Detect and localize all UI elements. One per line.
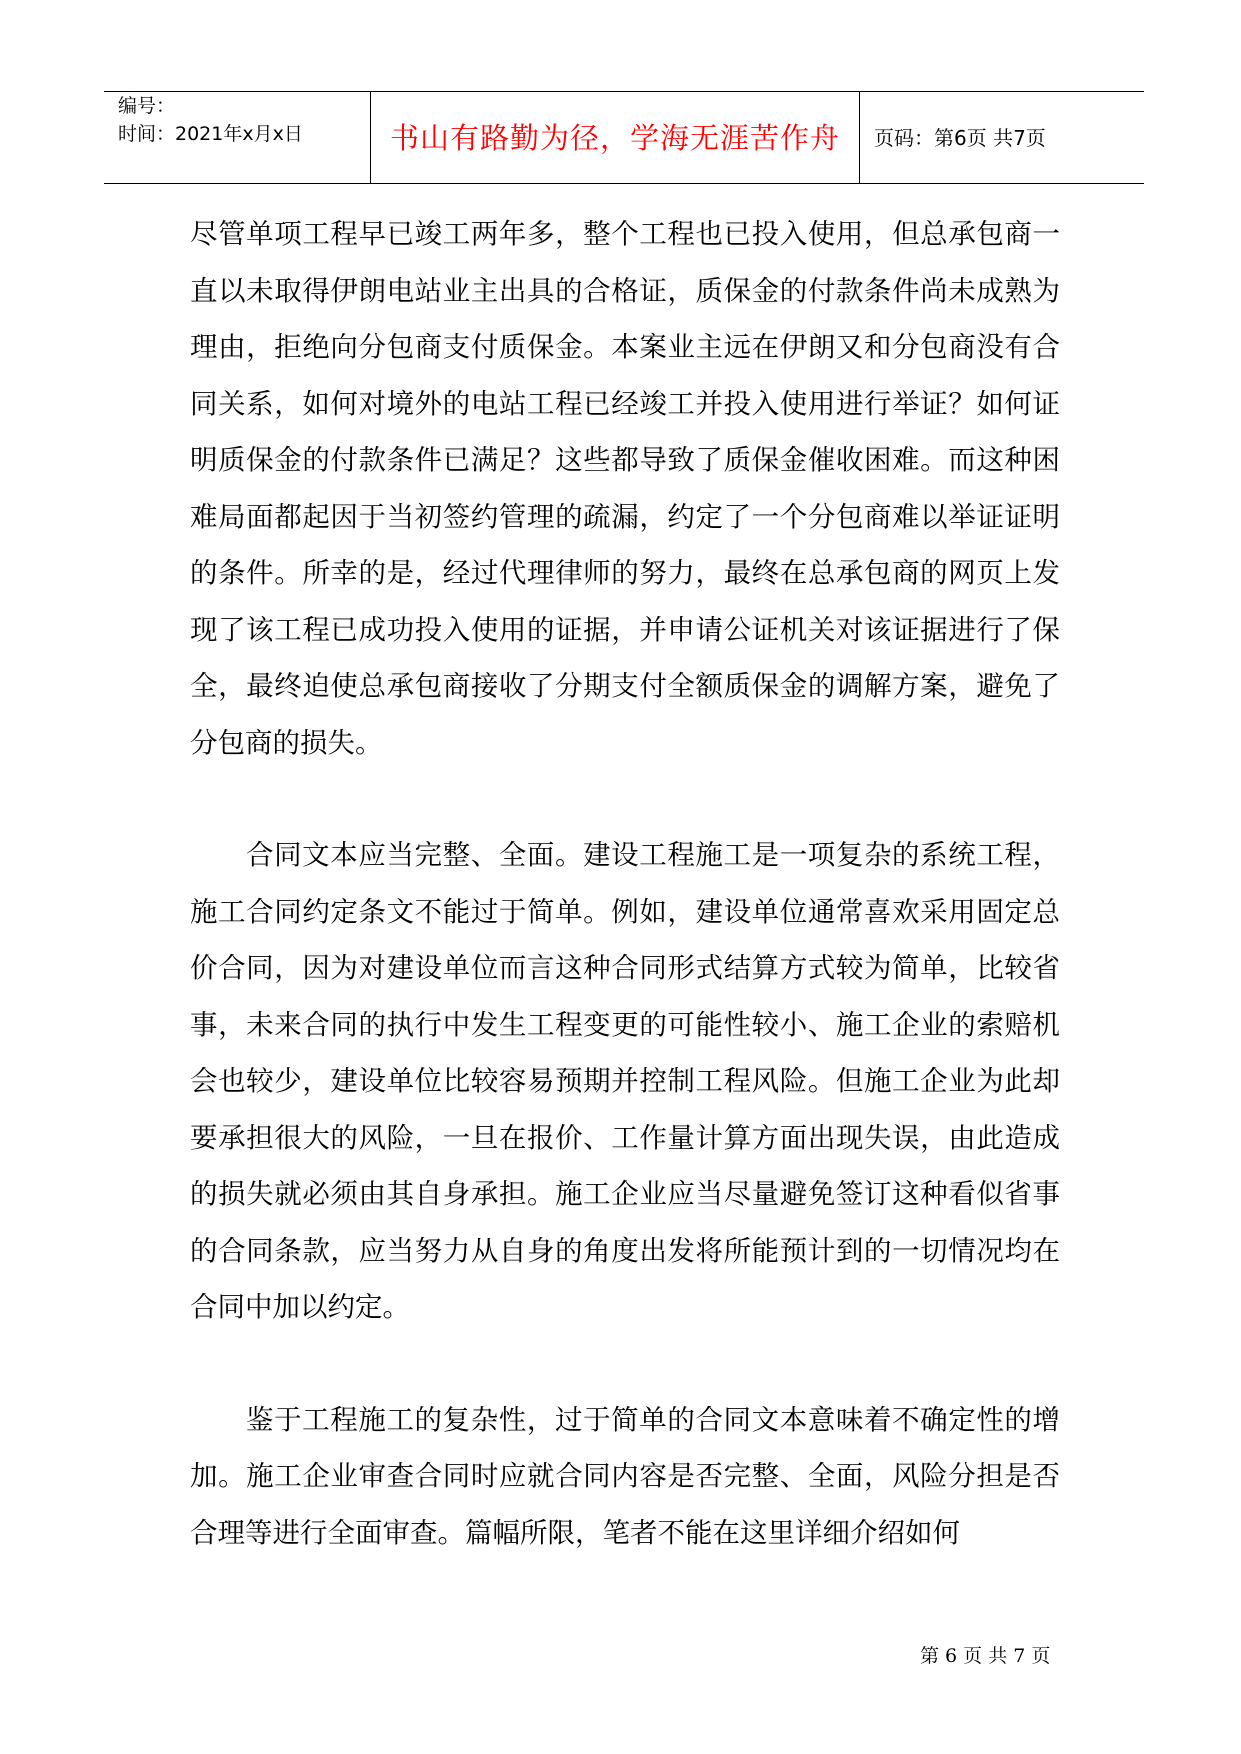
paragraph-gap [190, 1336, 1060, 1392]
header-page-code: 页码：第6页 共7页 [874, 126, 1046, 150]
paragraph-2: 合同文本应当完整、全面。建设工程施工是一项复杂的系统工程，施工合同约定条文不能过于简单。例如，建设单位通常喜欢采用固定总价合同，因为对建设单位而言这种合同形式结算方式较为简单，比较省事，未来合同的执行中发生工程变更的可能性较小、施工企业的索赔机会也较少，建设单位比较容易预期并控制工程风险。但施工企业为此却要承担很大的风险，一旦在报价、工作量计算方面出现失误，由此造成的损失就必须由其自身承担。施工企业应当尽量避免签订这种看似省事的合同条款，应当努力从自身的角度出发将所能预计到的一切情况均在合同中加以约定。 [190, 839, 1060, 1323]
paragraph-3: 鉴于工程施工的复杂性，过于简单的合同文本意味着不确定性的增加。施工企业审查合同时应就合同内容是否完整、全面，风险分担是否合理等进行全面审查。篇幅所限，笔者不能在这里详细介绍如何 [190, 1403, 1060, 1549]
document-number-label: 编号： [118, 95, 176, 117]
header-left-cell [118, 92, 368, 148]
header-motto: 书山有路勤为径，学海无涯苦作舟 [389, 121, 840, 155]
paragraph-1: 尽管单项工程早已竣工两年多，整个工程也已投入使用，但总承包商一直以未取得伊朗电站业主出具的合格证，质保金的付款条件尚未成熟为理由，拒绝向分包商支付质保金。本案业主远在伊朗又和分包商没有合同关系，如何对境外的电站工程已经竣工并投入使用进行举证？如何证明质保金的付款条件已满足？这些都导致了质保金催收困难。而这种困难局面都起因于当初签约管理的疏漏，约定了一个分包商难以举证证明的条件。所幸的是，经过代理律师的努力，最终在总承包商的网页上发现了该工程已成功投入使用的证据，并申请公证机关对该证据进行了保全，最终迫使总承包商接收了分期支付全额质保金的调解方案，避免了分包商的损失。 [190, 218, 1060, 759]
header-divider-right [859, 91, 860, 183]
document-body [190, 206, 1060, 1561]
header-divider-left [370, 91, 371, 183]
page-footer: 第 6 页 共 7 页 [920, 1645, 1051, 1667]
paragraph-gap [190, 771, 1060, 827]
document-time-label: 时间：2021年x月x日 [118, 123, 303, 145]
header-bottom-rule [104, 183, 1144, 184]
